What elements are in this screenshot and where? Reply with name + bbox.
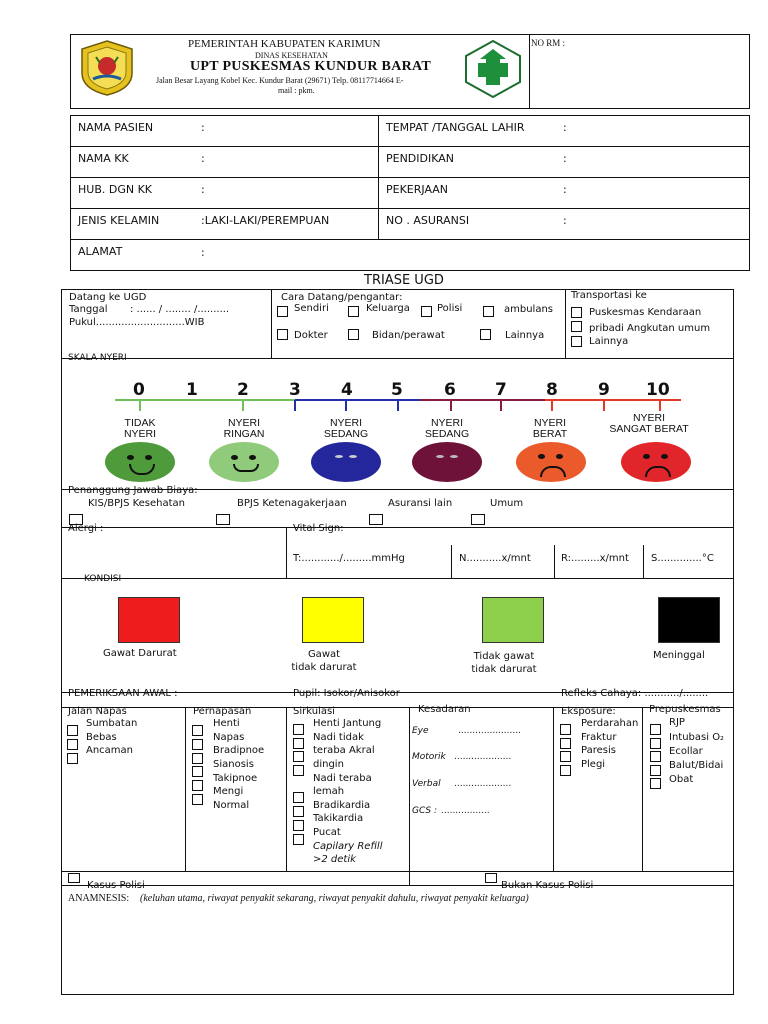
sirkulasi-crt-2: >2 detik xyxy=(313,854,356,865)
checkbox-biaya-bpjs-tk[interactable] xyxy=(216,514,230,525)
checkbox-takikardia[interactable] xyxy=(293,806,304,817)
header-title: UPT PUSKESMAS KUNDUR BARAT xyxy=(190,59,432,74)
pernapasan-mengi: Mengi xyxy=(213,786,244,797)
kondisi-label-line: tidak darurat xyxy=(291,662,357,673)
pain-face-none-icon xyxy=(105,442,175,482)
checkbox-mengi[interactable] xyxy=(192,780,203,791)
kondisi-label-black: Meninggal xyxy=(653,650,705,661)
puskesmas-logo xyxy=(462,39,524,99)
pain-face-mild-icon xyxy=(209,442,279,482)
vital-nadi[interactable]: N...........x/mnt xyxy=(459,553,531,564)
pernapasan-bradipnoe: Bradipnoe xyxy=(213,745,265,756)
pain-number-7: 7 xyxy=(495,380,507,400)
checkbox-sianosis[interactable] xyxy=(192,753,203,764)
checkbox-henti-napas[interactable] xyxy=(192,725,203,736)
cara-polisi: Polisi xyxy=(437,303,463,314)
label-asuransi: NO . ASURANSI xyxy=(386,214,470,227)
checkbox-biaya-umum[interactable] xyxy=(471,514,485,525)
prepuskesmas-obat: Obat xyxy=(669,774,694,785)
kondisi-label-yellow xyxy=(283,648,365,674)
pain-number-8: 8 xyxy=(546,380,558,400)
header-address-1: Jalan Besar Layang Kobel Kec. Kundur Barat (29671) Telp. 08117714664 E- xyxy=(156,76,404,85)
anamnesis-label: ANAMNESIS: xyxy=(68,893,130,904)
pernapasan-normal: Normal xyxy=(213,800,250,811)
kesadaran-gcs-dots[interactable]: ................. xyxy=(441,806,490,816)
kondisi-title: KONDISI xyxy=(84,574,122,584)
col-line xyxy=(409,707,410,885)
pernapasan-henti: Henti xyxy=(213,718,240,729)
col-line xyxy=(565,289,566,358)
pernapasan-sianosis: Sianosis xyxy=(213,759,254,770)
kesadaran-motorik-dots[interactable]: .................... xyxy=(454,752,512,762)
biaya-bpjs-tk: BPJS Ketenagakerjaan xyxy=(237,498,347,509)
alergi-label: Alergi : xyxy=(68,523,104,534)
checkbox-lainnya[interactable] xyxy=(480,329,491,340)
label-hub-kk: HUB. DGN KK xyxy=(78,183,153,196)
checkbox-transport-angkutan[interactable] xyxy=(571,321,582,332)
pupil-field[interactable]: Pupil: Isokor/Anisokor xyxy=(293,688,400,699)
anamnesis-textarea[interactable] xyxy=(64,907,730,992)
kesadaran-motorik: Motorik xyxy=(412,752,446,762)
label-ttl: TEMPAT /TANGGAL LAHIR xyxy=(386,121,525,134)
prepuskesmas-balut: Balut/Bidai xyxy=(669,760,724,771)
col-line xyxy=(554,545,555,578)
transport-title: Transportasi ke xyxy=(571,290,647,301)
checkbox-ambulans[interactable] xyxy=(483,306,494,317)
checkbox-paresis[interactable] xyxy=(560,751,571,762)
face-label xyxy=(510,418,590,440)
kasus-polisi: Kasus Polisi xyxy=(87,880,145,891)
cara-bidan: Bidan/perawat xyxy=(372,330,445,341)
checkbox-henti-jantung[interactable] xyxy=(293,724,304,735)
kondisi-black-swatch[interactable] xyxy=(658,597,720,643)
pain-number-1: 1 xyxy=(186,380,198,400)
kondisi-red-swatch[interactable] xyxy=(118,597,180,643)
pain-number-4: 4 xyxy=(341,380,353,400)
pain-face-severe-icon xyxy=(516,442,586,482)
eksposure-plegi: Plegi xyxy=(581,759,606,770)
header-divider xyxy=(529,34,530,109)
label-nama-kk: NAMA KK xyxy=(78,152,129,165)
checkbox-plegi[interactable] xyxy=(560,765,571,776)
row-line xyxy=(61,578,734,579)
face-label-line: SEDANG xyxy=(323,428,369,440)
face-label-line: NYERI xyxy=(430,417,464,429)
header-address-2: mail : pkm. xyxy=(278,86,315,95)
cara-keluarga: Keluarga xyxy=(366,303,410,314)
anamnesis-hint: (keluhan utama, riwayat penyakit sekarang, riwayat penyakit dahulu, riwayat penyakit keluarga) xyxy=(140,893,529,904)
sirkulasi-lemah: lemah xyxy=(313,786,345,797)
pain-number-9: 9 xyxy=(598,380,610,400)
transport-item-3: Lainnya xyxy=(589,336,629,347)
eksposure-perdarahan: Perdarahan xyxy=(581,718,639,729)
face-label-line: NYERI xyxy=(632,412,666,424)
checkbox-ancaman[interactable] xyxy=(67,753,78,764)
cara-title: Cara Datang/pengantar: xyxy=(281,292,403,303)
identity-row-line xyxy=(70,208,750,209)
checkbox-obat[interactable] xyxy=(650,778,661,789)
checkbox-takipnoe[interactable] xyxy=(192,766,203,777)
kesadaran-eye-dots[interactable]: ...................... xyxy=(458,726,521,736)
face-label-line: NYERI xyxy=(227,417,261,429)
biaya-asuransi: Asuransi lain xyxy=(388,498,453,509)
face-label xyxy=(590,413,708,435)
pain-number-6: 6 xyxy=(444,380,456,400)
sirkulasi-nadi-tidak: Nadi tidak xyxy=(313,732,364,743)
row-line xyxy=(61,527,734,528)
pukul-field[interactable]: Pukul............................WIB xyxy=(69,317,205,328)
jalan-napas-bebas: Bebas xyxy=(86,732,117,743)
kesadaran-verbal: Verbal xyxy=(412,779,441,789)
sirkulasi-crt-1: Capilary Refill xyxy=(313,841,383,852)
identity-col-line xyxy=(378,115,379,239)
face-label-line: SANGAT BERAT xyxy=(609,423,689,435)
checkbox-akral-dingin[interactable] xyxy=(293,751,304,762)
kesadaran-verbal-dots[interactable]: .................... xyxy=(454,779,512,789)
checkbox-ecollar[interactable] xyxy=(650,751,661,762)
pernapasan-takipnoe: Takipnoe xyxy=(213,773,258,784)
col-line xyxy=(642,707,643,871)
checkbox-crt[interactable] xyxy=(293,834,304,845)
kondisi-label-line: Tidak gawat xyxy=(473,651,535,662)
jalan-napas-ancaman: Ancaman xyxy=(86,745,134,756)
col-line xyxy=(286,707,287,871)
checkbox-perdarahan[interactable] xyxy=(560,724,571,735)
checkbox-transport-lainnya[interactable] xyxy=(571,336,582,347)
no-rm-label: NO RM : xyxy=(531,38,566,48)
pain-number-2: 2 xyxy=(237,380,249,400)
pemeriksaan-title: PEMERIKSAAN AWAL : xyxy=(68,688,178,699)
kesadaran-gcs: GCS : xyxy=(412,806,438,816)
pain-number-10: 10 xyxy=(646,380,670,400)
pain-number-5: 5 xyxy=(391,380,403,400)
sirkulasi-pucat: Pucat xyxy=(313,827,341,838)
checkbox-transport-kendaraan[interactable] xyxy=(571,307,582,318)
checkbox-normal[interactable] xyxy=(192,794,203,805)
eksposure-fraktur: Fraktur xyxy=(581,732,617,743)
face-label xyxy=(407,418,487,440)
col-line xyxy=(553,707,554,871)
prepuskesmas-intubasi: Intubasi O₂ xyxy=(669,732,725,743)
face-label-line: NYERI xyxy=(533,417,567,429)
prepuskesmas-rjp: RJP xyxy=(669,717,685,728)
header-dept: DINAS KESEHATAN xyxy=(255,51,328,60)
kondisi-label-green xyxy=(462,650,546,676)
checkbox-bukan-kasus-polisi[interactable] xyxy=(485,873,497,883)
checkbox-sendiri[interactable] xyxy=(277,306,288,317)
eksposure-paresis: Paresis xyxy=(581,745,616,756)
face-label-line: TIDAK xyxy=(124,417,156,429)
face-label-line: RINGAN xyxy=(223,428,265,440)
colon: : xyxy=(201,246,205,259)
jalan-napas-sumbatan: Sumbatan xyxy=(86,718,138,729)
row-line xyxy=(61,707,734,708)
refleks-field[interactable]: Refleks Cahaya: .........../........ xyxy=(561,688,709,699)
checkbox-balut-bidai[interactable] xyxy=(650,765,661,776)
biaya-umum: Umum xyxy=(490,498,524,509)
colon: : xyxy=(201,183,205,196)
checkbox-bradikardia[interactable] xyxy=(293,792,304,803)
prepuskesmas-ecollar: Ecollar xyxy=(669,746,703,757)
tanggal-label: Tanggal xyxy=(69,304,108,315)
kondisi-label-line: Gawat xyxy=(307,649,341,660)
skala-nyeri-title: SKALA NYERI xyxy=(68,353,127,363)
face-label-line: NYERI xyxy=(123,428,157,440)
checkbox-dokter[interactable] xyxy=(277,329,288,340)
checkbox-keluarga[interactable] xyxy=(348,306,359,317)
face-label xyxy=(306,418,386,440)
kesadaran-title: Kesadaran xyxy=(418,704,471,715)
datang-title: Datang ke UGD xyxy=(69,292,147,303)
colon: : xyxy=(201,152,205,165)
vital-respirasi[interactable]: R:.........x/mnt xyxy=(561,553,629,564)
label-pekerjaan: PEKERJAAN xyxy=(386,183,449,196)
sirkulasi-title: Sirkulasi xyxy=(293,706,335,717)
colon: : xyxy=(563,183,567,196)
pain-face-moderate-2-icon xyxy=(412,442,482,482)
identity-row-line xyxy=(70,239,750,240)
checkbox-fraktur[interactable] xyxy=(560,738,571,749)
col-line xyxy=(451,545,452,578)
pernapasan-title: Pernapasan xyxy=(193,706,252,717)
face-label-line: BERAT xyxy=(532,428,568,440)
eksposure-title: Eksposure: xyxy=(561,706,616,717)
identity-row-line xyxy=(70,146,750,147)
transport-item-2: pribadi Angkutan umum xyxy=(589,323,711,334)
vital-title: Vital Sign: xyxy=(293,523,344,534)
jalan-napas-title: Jalan Napas xyxy=(68,706,127,717)
pain-face-moderate-icon xyxy=(311,442,381,482)
face-label-line: NYERI xyxy=(329,417,363,429)
cara-sendiri: Sendiri xyxy=(294,303,329,314)
biaya-kis: KIS/BPJS Kesehatan xyxy=(88,498,186,509)
label-nama-pasien: NAMA PASIEN xyxy=(78,121,154,134)
pernapasan-napas: Napas xyxy=(213,732,245,743)
pain-number-3: 3 xyxy=(289,380,301,400)
sirkulasi-teraba-akral: teraba Akral xyxy=(313,745,375,756)
col-line xyxy=(643,545,644,578)
label-alamat: ALAMAT xyxy=(78,245,123,258)
checkbox-polisi[interactable] xyxy=(421,306,432,317)
checkbox-nadi-lemah[interactable] xyxy=(293,765,304,776)
checkbox-pucat[interactable] xyxy=(293,820,304,831)
row-line xyxy=(61,358,734,359)
transport-item-1: Puskesmas Kendaraan xyxy=(589,307,702,318)
pain-number-0: 0 xyxy=(133,380,145,400)
colon: : xyxy=(563,152,567,165)
kondisi-label-red: Gawat Darurat xyxy=(103,648,177,659)
col-line xyxy=(286,527,287,578)
sirkulasi-bradikardia: Bradikardia xyxy=(313,800,371,811)
pain-face-very-severe-icon xyxy=(621,442,691,482)
sirkulasi-dingin: dingin xyxy=(313,759,344,770)
vital-suhu[interactable]: S..............°C xyxy=(651,553,714,564)
face-label xyxy=(100,418,180,440)
colon: : xyxy=(563,214,567,227)
face-label xyxy=(204,418,284,440)
checkbox-intubasi[interactable] xyxy=(650,738,661,749)
kesadaran-eye: Eye xyxy=(412,726,429,736)
tanggal-value[interactable]: : ...... / ........ /.......... xyxy=(130,304,230,315)
cara-lainnya: Lainnya xyxy=(505,330,545,341)
vital-tension[interactable]: T:............/.........mmHg xyxy=(293,553,405,564)
biaya-title: Penanggung Jawab Biaya: xyxy=(68,485,198,496)
colon: : xyxy=(563,121,567,134)
label-jenis-kelamin: JENIS KELAMIN xyxy=(78,214,160,227)
bukan-kasus-polisi: Bukan Kasus Polisi xyxy=(501,880,594,891)
identity-row-line xyxy=(70,177,750,178)
checkbox-bidan[interactable] xyxy=(348,329,359,340)
checkbox-bebas[interactable] xyxy=(67,739,78,750)
sirkulasi-takikardia: Takikardia xyxy=(313,813,364,824)
checkbox-nadi-tidak-teraba[interactable] xyxy=(293,738,304,749)
triase-title: TRIASE UGD xyxy=(364,273,444,288)
value-jenis-kelamin: :LAKI-LAKI/PEREMPUAN xyxy=(201,214,330,227)
face-label-line: SEDANG xyxy=(424,428,470,440)
sirkulasi-henti-jantung: Henti Jantung xyxy=(313,718,382,729)
kabupaten-logo xyxy=(76,39,138,97)
cara-ambulans: ambulans xyxy=(504,304,554,315)
colon: : xyxy=(201,121,205,134)
row-line xyxy=(61,871,734,872)
checkbox-sumbatan[interactable] xyxy=(67,725,78,736)
kondisi-yellow-swatch[interactable] xyxy=(302,597,364,643)
checkbox-biaya-asuransi[interactable] xyxy=(369,514,383,525)
sirkulasi-nadi-teraba: Nadi teraba xyxy=(313,773,372,784)
checkbox-kasus-polisi[interactable] xyxy=(68,873,80,883)
col-line xyxy=(185,707,186,871)
kondisi-label-line: tidak darurat xyxy=(471,664,537,675)
kondisi-green-swatch[interactable] xyxy=(482,597,544,643)
header-gov: PEMERINTAH KABUPATEN KARIMUN xyxy=(188,38,381,50)
col-line xyxy=(271,289,272,358)
prepuskesmas-title: Prepuskesmas xyxy=(649,704,721,715)
cara-dokter: Dokter xyxy=(294,330,328,341)
label-pendidikan: PENDIDIKAN xyxy=(386,152,455,165)
checkbox-bradipnoe[interactable] xyxy=(192,739,203,750)
row-line xyxy=(61,885,734,886)
checkbox-rjp[interactable] xyxy=(650,724,661,735)
